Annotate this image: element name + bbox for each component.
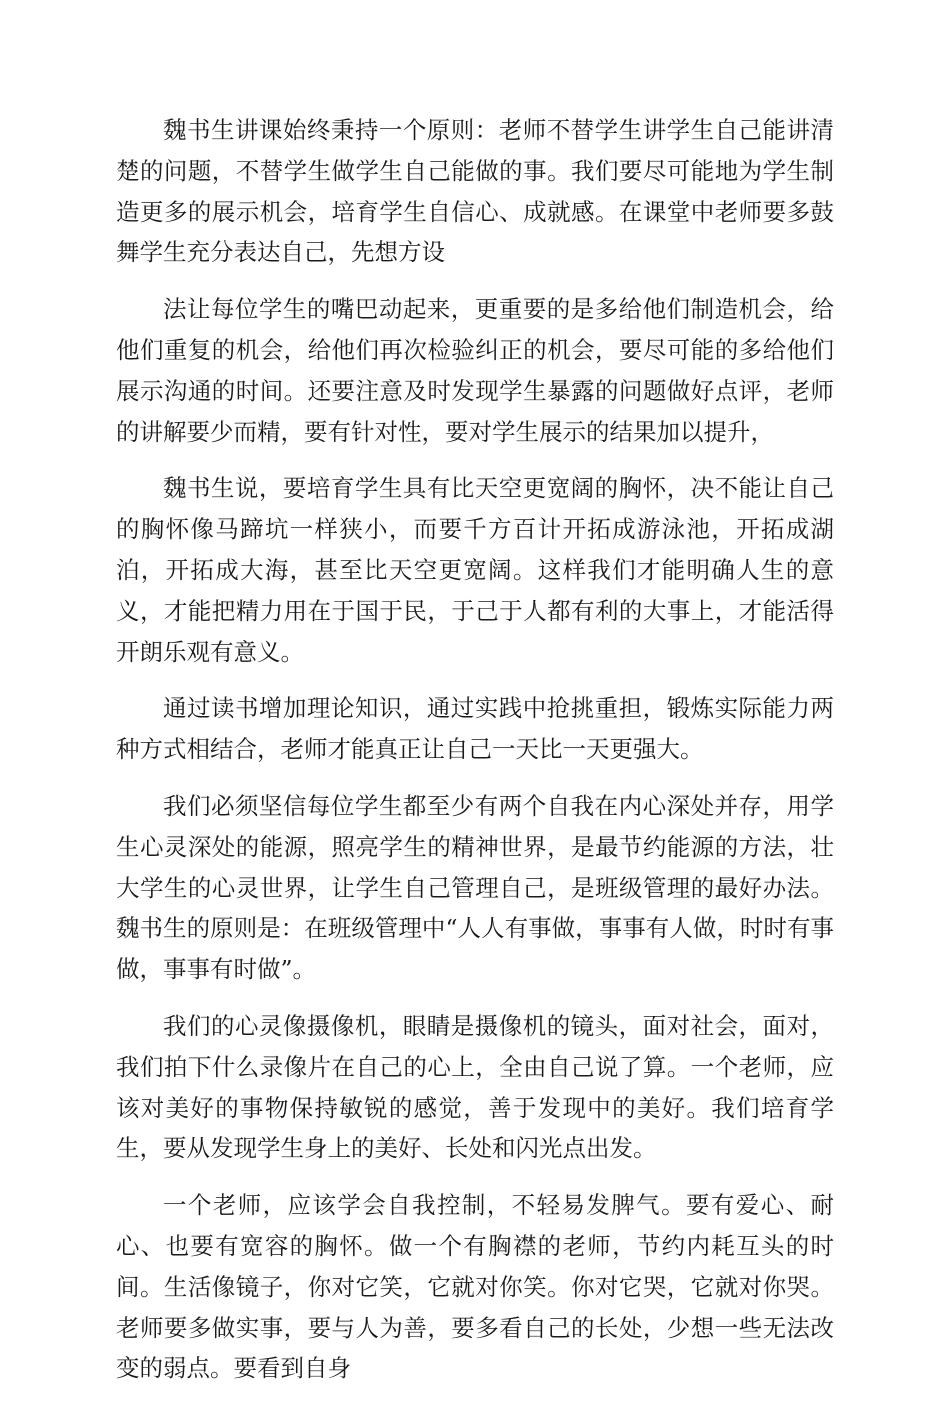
paragraph-3: 魏书生说，要培育学生具有比天空更宽阔的胸怀，决不能让自己的胸怀像马蹄坑一样狭小，而要千方百计开拓成游泳池，开拓成湖泊，开拓成大海，甚至比天空更宽阔。这样我们才能明确人生的意义，才能把精力用在于国于民，于己于人都有利的大事上，才能活得开朗乐观有意义。 [116, 474, 834, 666]
document-body [116, 110, 834, 1405]
paragraph-4: 通过读书增加理论知识，通过实践中抢挑重担，锻炼实际能力两种方式相结合，老师才能真正让自己一天比一天更强大。 [116, 694, 834, 764]
paragraph-5: 我们必须坚信每位学生都至少有两个自我在内心深处并存，用学生心灵深处的能源，照亮学生的精神世界，是最节约能源的方法，壮大学生的心灵世界，让学生自己管理自己，是班级管理的最好办法。魏书生的原则是：在班级管理中“人人有事做，事事有人做，时时有事做，事事有时做”。 [116, 791, 834, 984]
paragraph-7: 一个老师，应该学会自我控制，不轻易发脾气。要有爱心、耐心、也要有宽容的胸怀。做一个有胸襟的老师，节约内耗互头的时间。生活像镜子，你对它笑，它就对你笑。你对它哭，它就对你哭。老师要多做实事，要与人为善，要多看自己的长处，少想一些无法改变的弱点。要看到自身 [116, 1191, 834, 1383]
paragraph-6: 我们的心灵像摄像机，眼睛是摄像机的镜头，面对社会，面对，我们拍下什么录像片在自己的心上，全由自己说了算。一个老师，应该对美好的事物保持敏锐的感觉，善于发现中的美好。我们培育学生，要从发现学生身上的美好、长处和闪光点出发。 [116, 1011, 834, 1163]
paragraph-2: 法让每位学生的嘴巴动起来，更重要的是多给他们制造机会，给他们重复的机会，给他们再次检验纠正的机会，要尽可能的多给他们展示沟通的时间。还要注意及时发现学生暴露的问题做好点评，老师的讲解要少而精，要有针对性，要对学生展示的结果加以提升， [116, 295, 834, 446]
paragraph-1: 魏书生讲课始终秉持一个原则：老师不替学生讲学生自己能讲清楚的问题，不替学生做学生自己能做的事。我们要尽可能地为学生制造更多的展示机会，培育学生自信心、成就感。在课堂中老师要多鼓舞学生充分表达自己，先想方设 [116, 116, 834, 267]
